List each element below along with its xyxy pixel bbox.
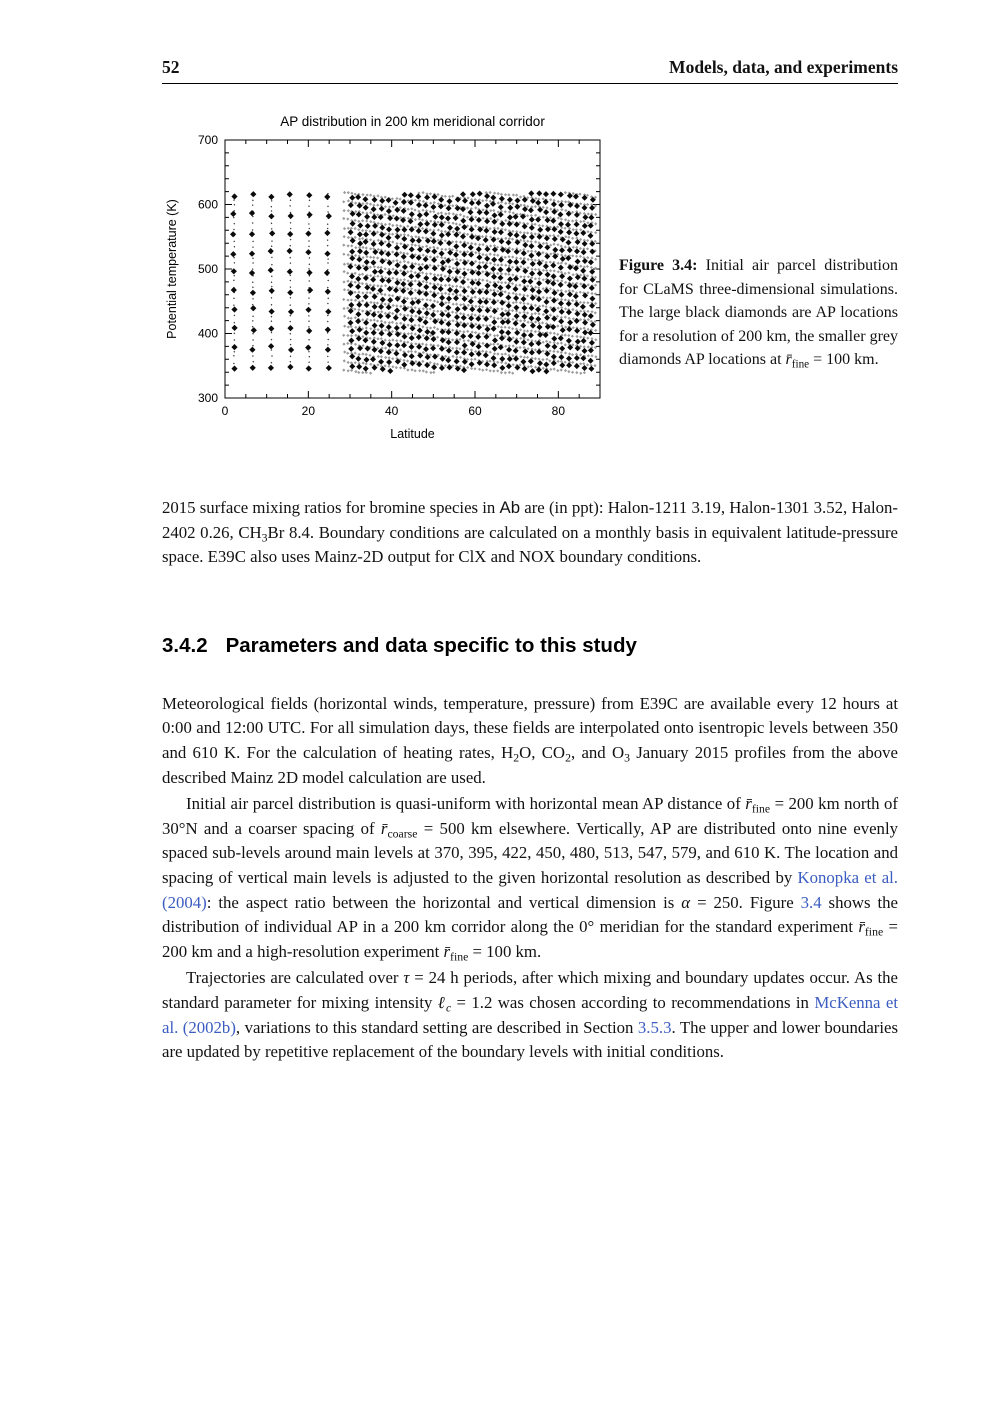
running-title: Models, data, and experiments <box>669 57 898 77</box>
paragraph-mixing-ratios <box>162 496 898 570</box>
text-run: . The upper and lower boundaries are updated by repetitive replacement of the boundary levels with initial conditions. <box>162 1017 898 1062</box>
text-run: = 100 km. <box>809 351 879 368</box>
paragraph-met-fields <box>162 692 898 790</box>
text-run: Initial air parcel distribution is quasi-uniform with horizontal mean AP distance of <box>186 794 746 814</box>
text-run: ℓ <box>437 992 446 1012</box>
text-run: = 250. Figure <box>690 892 801 912</box>
text-run: r̄ <box>443 941 451 961</box>
x-tick-label: 0 <box>221 404 229 418</box>
text-run: 2 <box>513 751 520 765</box>
section-ref-3-5-3[interactable]: 3.5.3 <box>637 1017 672 1037</box>
citation-konopka-2004-year[interactable]: (2004) <box>162 892 207 912</box>
x-tick-label: 60 <box>468 404 482 418</box>
citation-mckenna-2002b[interactable]: McKenna et al. <box>162 992 898 1037</box>
y-tick-label: 500 <box>197 262 218 276</box>
citation-konopka-2004[interactable]: Konopka et al. <box>797 867 898 887</box>
figure-ref-3-4[interactable]: 3.4 <box>800 892 822 912</box>
text-run: τ <box>403 968 410 988</box>
text-run: Trajectories are calculated over <box>186 968 404 988</box>
figure-3-4 <box>162 112 898 452</box>
text-run: r̄ <box>858 917 865 937</box>
y-axis-label: Potential temperature (K) <box>165 199 179 339</box>
content-column <box>162 0 898 1065</box>
text-run: 3 <box>624 751 630 765</box>
text-run: fine <box>791 358 810 371</box>
text-run: shows the distribution of individual AP in a 200 km corridor along the 0° meridian for the standard experiment <box>162 892 898 937</box>
text-run: r̄ <box>380 818 388 838</box>
citation-mckenna-2002b-year[interactable]: (2002b) <box>182 1017 236 1037</box>
text-run: Br 8.4. Boundary conditions are calculated on a monthly basis in equivalent latitude-pressure space. E39C also uses Mainz-2D output for ClX and NOX boundary conditions. <box>162 522 899 567</box>
text-run: = 1.2 was chosen according to recommendations in <box>451 992 815 1012</box>
section-title: Parameters and data specific to this study <box>225 633 637 657</box>
ap-sublevel-dots <box>233 193 329 370</box>
text-run: O, CO <box>519 742 566 762</box>
text-run: fine <box>864 925 884 939</box>
scenario-name-ab: Ab <box>499 498 521 517</box>
text-run: = 200 km and a high-resolution experiment <box>162 917 898 961</box>
text-run: α <box>681 892 691 912</box>
text-run: c <box>445 1001 452 1015</box>
text-run: January 2015 profiles from the above described Mainz 2D model calculation are used. <box>162 742 898 787</box>
text-run: = 100 km. <box>468 941 542 961</box>
figure-caption <box>619 254 898 452</box>
text-run: , variations to this standard setting are described in Section <box>235 1017 638 1037</box>
page-number: 52 <box>162 57 180 77</box>
text-run: 3 <box>261 531 268 545</box>
paragraph-ap-distribution <box>162 792 898 964</box>
y-tick-label: 300 <box>197 391 218 405</box>
chart-title: AP distribution in 200 km meridional corridor <box>280 114 545 129</box>
text-run: = 24 h periods, after which mixing and boundary updates occur. As the standard parameter for mixing intensity <box>162 968 898 1012</box>
text-run: , and O <box>570 742 625 762</box>
text-run: r̄ <box>785 351 792 368</box>
text-run: are (in ppt): Halon-1211 3.19, Halon-1301 3.52, Halon-2402 0.26, CH <box>162 498 898 542</box>
y-tick-label: 600 <box>197 197 218 212</box>
paragraph-trajectories <box>162 966 898 1064</box>
x-tick-label: 40 <box>384 404 399 418</box>
section-heading-3-4-2 <box>162 634 898 658</box>
text-run: 2 <box>565 751 571 765</box>
text-run: Meteorological fields (horizontal winds, temperature, pressure) from E39C are available every 12 hours at 0:00 and 12:00 UTC. For all simulation days, these fields are interpolated onto isentropic levels between 350 and 610 K. For the calculation of heating rates, H <box>162 693 898 762</box>
figure-label: Figure 3.4: <box>619 257 698 274</box>
text-run: 2015 surface mixing ratios for bromine species in <box>162 498 500 517</box>
x-axis-label: Latitude <box>390 427 435 441</box>
text-run: = 500 km elsewhere. Vertically, AP are distributed onto nine evenly spaced sub-levels around main levels at 370, 395, 422, 450, 480, 513, 547, 579, and 610 K. The location and spacing of vertical main levels is adjusted to the given horizontal resolution as described by <box>162 818 898 887</box>
text-run: fine <box>450 950 469 964</box>
text-run: coarse <box>387 827 418 841</box>
x-tick-label: 80 <box>551 404 566 418</box>
text-run: Initial air parcel distribution for CLaMS three-dimensional simulations. The large black diamonds are AP locations for a resolution of 200 km, the smaller grey diamonds AP locations at <box>619 257 898 368</box>
y-tick-label: 700 <box>197 133 218 147</box>
ap-distribution-plot <box>162 112 607 452</box>
text-run: = 200 km north of 30°N and a coarser spacing of <box>162 794 898 838</box>
text-run: : the aspect ratio between the horizontal and vertical dimension is <box>206 892 682 912</box>
y-tick-label: 400 <box>197 326 218 341</box>
text-run: fine <box>751 802 771 816</box>
section-number: 3.4.2 <box>162 633 208 657</box>
x-tick-label: 20 <box>301 404 316 418</box>
header-rule <box>162 83 898 84</box>
text-run: r̄ <box>745 794 752 814</box>
page-header <box>162 57 898 78</box>
